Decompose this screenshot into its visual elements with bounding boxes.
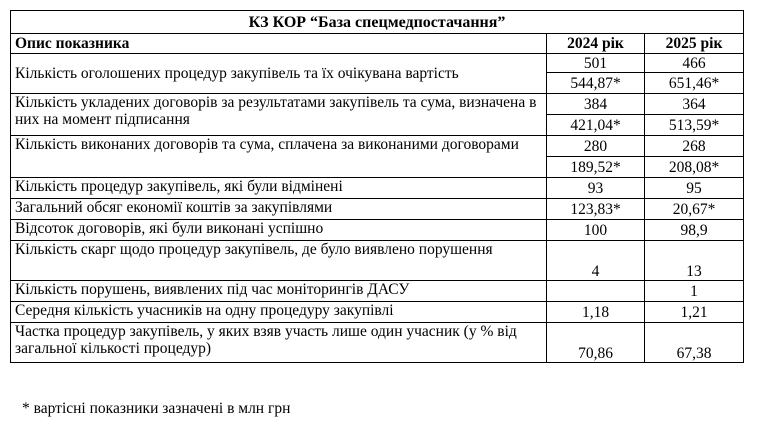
report-table-container — [10, 10, 743, 363]
value-2025: 20,67* — [645, 199, 744, 220]
value-2025: 13 — [645, 241, 744, 281]
header-description: Опис показника — [11, 34, 547, 54]
value-2024: 421,04* — [547, 115, 645, 136]
value-2024: 501 — [547, 54, 645, 73]
value-2024: 4 — [547, 241, 645, 281]
value-2024: 70,86 — [547, 323, 645, 363]
table-row — [11, 199, 744, 220]
row-label: Кількість укладених договорів за результатами закупівель та сума, визначена в них на момент підписання — [11, 94, 547, 136]
header-2024: 2024 рік — [547, 34, 645, 54]
value-2024: 189,52* — [547, 157, 645, 178]
row-label: Кількість порушень, виявлених під час моніторингів ДАСУ — [11, 281, 547, 302]
value-2024: 280 — [547, 136, 645, 157]
table-row — [11, 136, 744, 157]
value-2024: 123,83* — [547, 199, 645, 220]
table-row — [11, 54, 744, 73]
value-2025: 364 — [645, 94, 744, 115]
value-2025: 1 — [645, 281, 744, 302]
row-label: Частка процедур закупівель, у яких взяв участь лише один учасник (у % від загальної кількості процедур) — [11, 323, 547, 363]
value-2025: 95 — [645, 178, 744, 199]
footnote: * вартісні показники зазначені в млн грн — [22, 400, 291, 417]
table-row — [11, 241, 744, 281]
table-title-row — [11, 11, 744, 34]
table-row — [11, 178, 744, 199]
table-row — [11, 281, 744, 302]
value-2025: 513,59* — [645, 115, 744, 136]
value-2024: 384 — [547, 94, 645, 115]
row-label: Кількість оголошених процедур закупівель та їх очікувана вартість — [11, 54, 547, 94]
header-2025: 2025 рік — [645, 34, 744, 54]
value-2024: 93 — [547, 178, 645, 199]
value-2025: 67,38 — [645, 323, 744, 363]
value-2025: 651,46* — [645, 73, 744, 94]
row-label: Кількість виконаних договорів та сума, сплачена за виконаними договорами — [11, 136, 547, 178]
value-2025: 268 — [645, 136, 744, 157]
table-header-row — [11, 34, 744, 54]
value-2025: 208,08* — [645, 157, 744, 178]
row-label: Кількість скарг щодо процедур закупівель, де було виявлено порушення — [11, 241, 547, 281]
procurement-indicators-table — [10, 10, 744, 363]
table-row — [11, 94, 744, 115]
value-2024: 100 — [547, 220, 645, 241]
table-row — [11, 302, 744, 323]
table-title: КЗ КОР “База спецмедпостачання” — [11, 11, 744, 34]
row-label: Кількість процедур закупівель, які були відмінені — [11, 178, 547, 199]
row-label: Загальний обсяг економії коштів за закупівлями — [11, 199, 547, 220]
table-row — [11, 220, 744, 241]
value-2025: 1,21 — [645, 302, 744, 323]
value-2025: 466 — [645, 54, 744, 73]
value-2024 — [547, 281, 645, 302]
table-row — [11, 323, 744, 363]
value-2025: 98,9 — [645, 220, 744, 241]
value-2024: 1,18 — [547, 302, 645, 323]
row-label: Середня кількість учасників на одну процедуру закупівлі — [11, 302, 547, 323]
value-2024: 544,87* — [547, 73, 645, 94]
row-label: Відсоток договорів, які були виконані успішно — [11, 220, 547, 241]
